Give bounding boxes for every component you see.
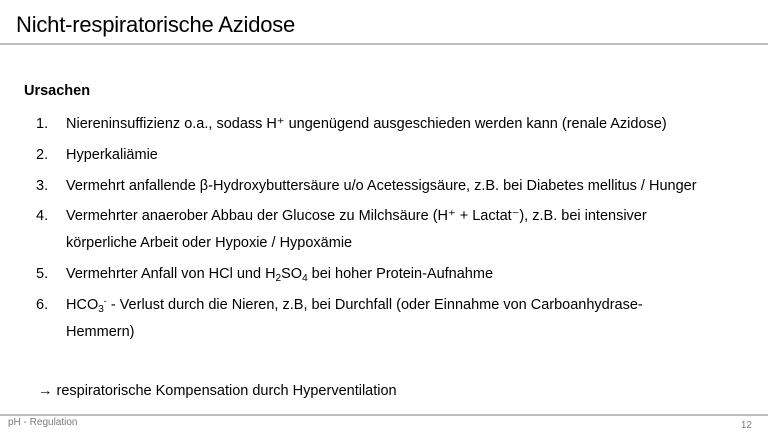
footer-label: pH - Regulation: [8, 417, 78, 428]
formula-text: Vermehrter Anfall von HCl und H: [66, 266, 276, 282]
list-number: 6.: [36, 297, 49, 313]
list-number: 5.: [36, 266, 49, 282]
list-text: Vermehrter anaerober Abbau der Glucose zu Milchsäure (H⁺ + Lactat⁻), z.B. bei intensiver: [66, 208, 647, 224]
list-number: 3.: [36, 178, 49, 194]
list-text: Vermehrt anfallende β-Hydroxybuttersäure u/o Acetessigsäure, z.B. bei Diabetes mellitus / Hunger: [66, 178, 697, 194]
conclusion: [38, 383, 397, 399]
subscript: 2: [275, 273, 282, 284]
list-text-continued: Hemmern): [66, 324, 135, 340]
subscript: 4: [302, 273, 308, 284]
list-text: Hyperkaliämie: [66, 147, 158, 163]
list-text-continued: körperliche Arbeit oder Hypoxie / Hypoxämie: [66, 235, 353, 251]
conclusion-text: respiratorische Kompensation durch Hyperventilation: [56, 383, 397, 399]
list-text: Niereninsuffizienz o.a., sodass H⁺ ungenügend ausgeschieden werden kann (renale Azidose): [66, 116, 667, 132]
formula-text: SO: [281, 266, 303, 282]
list-text: [66, 297, 746, 313]
formula-text: - Verlust durch die Nieren, z.B, bei Durchfall (oder Einnahme von Carboanhydrase-: [106, 297, 643, 313]
superscript: -: [103, 296, 107, 306]
title-divider: [0, 43, 768, 45]
slide-title: Nicht-respiratorische Azidose: [16, 12, 296, 37]
list-text: [66, 266, 746, 282]
formula-text: HCO: [66, 297, 99, 313]
arrow-icon: →: [38, 383, 53, 399]
list-number: 4.: [36, 208, 49, 224]
subscript: 3: [98, 304, 104, 315]
formula-text: bei hoher Protein-Aufnahme: [307, 266, 494, 282]
page-number: 12: [740, 420, 752, 431]
footer-divider: [0, 414, 768, 416]
list-number: 1.: [36, 116, 49, 132]
list-number: 2.: [36, 147, 49, 163]
section-heading: Ursachen: [24, 83, 91, 99]
